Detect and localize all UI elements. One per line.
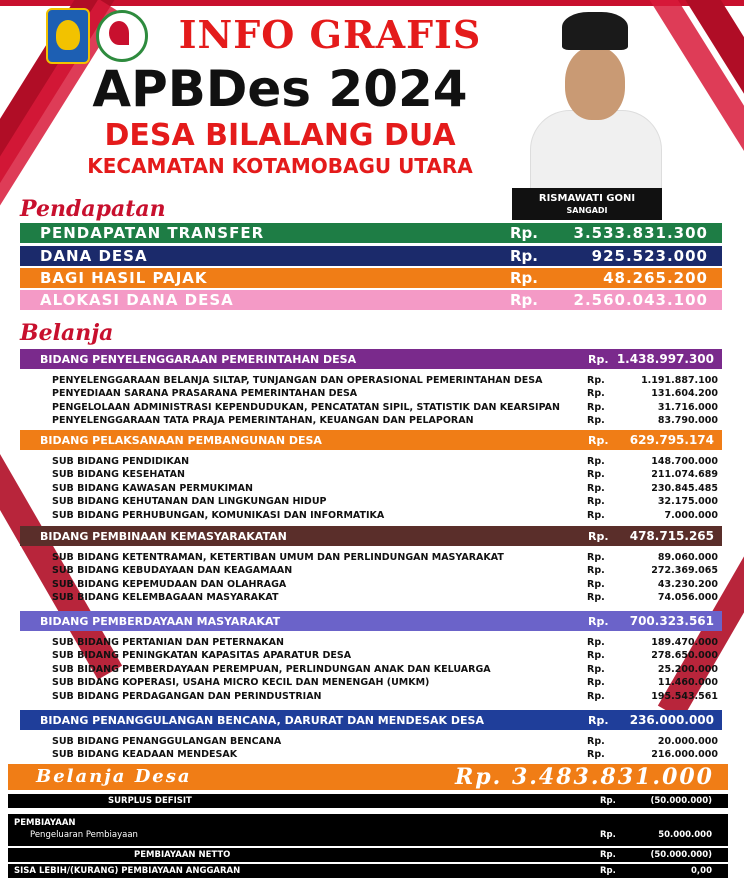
sub-bidang-rp: Rp. [587,749,605,761]
sub-bidang-value: 11.460.000 [657,677,718,689]
sub-bidang-rp: Rp. [587,677,605,689]
bidang-rp: Rp. [588,615,609,628]
sub-bidang-row [52,483,720,497]
bidang-label: BIDANG PENYELENGGARAAN PEMERINTAHAN DESA [40,353,357,366]
pendapatan-row [20,246,722,266]
sub-bidang-rp: Rp. [587,401,605,413]
belanja-title: Belanja [20,320,114,346]
sub-bidang-row [52,388,720,402]
sub-bidang-value: 7.000.000 [664,509,718,521]
netto-label: PEMBIAYAAN NETTO [134,850,231,860]
bidang-value: 1.438.997.300 [616,352,714,366]
sub-bidang-row [52,637,720,651]
sub-bidang-value: 89.060.000 [657,552,718,563]
pendapatan-rp: Rp. [510,269,538,287]
official-name-plate [512,188,662,220]
sub-bidang-value: 211.074.689 [651,469,718,481]
sub-bidang-label: SUB BIDANG PENINGKATAN KAPASITAS APARATUR DESA [52,650,352,662]
sub-bidang-rp: Rp. [587,456,605,467]
village-name: DESA BILALANG DUA [104,118,456,153]
sub-bidang-rp: Rp. [587,482,605,494]
bidang-bar [20,710,722,730]
sub-bidang-label: PENGELOLAAN ADMINISTRASI KEPENDUDUKAN, PENCATATAN SIPIL, STATISTIK DAN KEARSIPAN [52,401,560,413]
sub-bidang-rp: Rp. [587,690,605,702]
bidang-label: BIDANG PELAKSANAAN PEMBANGUNAN DESA [40,434,322,447]
pembiayaan-label: PEMBIAYAAN [14,818,76,828]
official-role: SANGADI [566,206,608,215]
belanja-desa-value: Rp. 3.483.831.000 [454,764,714,790]
bidang-rp: Rp. [588,530,609,543]
sub-bidang-rp: Rp. [587,592,605,604]
pendapatan-value: 3.533.831.300 [573,224,708,242]
bidang-value: 629.795.174 [629,433,714,447]
pendapatan-label: ALOKASI DANA DESA [40,291,234,309]
sub-bidang-label: SUB BIDANG PERHUBUNGAN, KOMUNIKASI DAN INFORMATIKA [52,509,385,521]
pendapatan-rp: Rp. [510,291,538,309]
city-logo-icon [96,10,148,62]
info-grafis-heading: INFO GRAFIS [178,12,482,57]
pendapatan-rp: Rp. [510,247,538,265]
sub-bidang-rp: Rp. [587,496,605,508]
sub-bidang-rp: Rp. [587,469,605,481]
sub-bidang-value: 216.000.000 [651,749,718,761]
surplus-label: SURPLUS DEFISIT [108,796,192,806]
bidang-bar [20,526,722,546]
sub-bidang-value: 43.230.200 [657,578,718,590]
sub-bidang-rp: Rp. [587,663,605,675]
sub-bidang-label: SUB BIDANG KAWASAN PERMUKIMAN [52,482,253,494]
sub-bidang-row [52,510,720,524]
sub-bidang-label: SUB BIDANG KEBUDAYAAN DAN KEAGAMAAN [52,565,293,577]
pendapatan-value: 925.523.000 [591,247,708,265]
sub-bidang-row [52,650,720,664]
pendapatan-row [20,223,722,243]
sub-bidang-value: 148.700.000 [651,456,718,467]
bidang-bar [20,611,722,631]
sub-bidang-rp: Rp. [587,375,605,386]
netto-rp: Rp. [600,850,616,860]
pembiayaan-row [8,814,728,846]
bidang-label: BIDANG PENANGGULANGAN BENCANA, DARURAT DAN MENDESAK DESA [40,714,484,727]
sub-bidang-row [52,496,720,510]
silpa-rp: Rp. [600,866,616,876]
pendapatan-label: PENDAPATAN TRANSFER [40,224,265,242]
sub-bidang-value: 31.716.000 [657,401,718,413]
official-portrait [520,6,670,188]
sub-bidang-value: 25.200.000 [657,663,718,675]
pendapatan-row [20,268,722,288]
silpa-label: SISA LEBIH/(KURANG) PEMBIAYAAN ANGGARAN [14,866,241,876]
sub-bidang-label: SUB BIDANG KETENTRAMAN, KETERTIBAN UMUM DAN PERLINDUNGAN MASYARAKAT [52,552,504,563]
pengeluaran-pembiayaan-label: Pengeluaran Pembiayaan [30,830,138,840]
sub-bidang-label: SUB BIDANG KEADAAN MENDESAK [52,749,238,761]
sub-bidang-label: SUB BIDANG KESEHATAN [52,469,185,481]
sub-bidang-row [52,375,720,389]
bidang-rp: Rp. [588,353,609,366]
sub-bidang-rp: Rp. [587,637,605,648]
sub-bidang-value: 74.056.000 [657,592,718,604]
pembiayaan-netto-row [8,848,728,862]
regency-logo-icon [46,8,90,64]
sub-bidang-row [52,565,720,579]
sub-bidang-row [52,456,720,470]
sub-bidang-row [52,749,720,763]
pendapatan-title: Pendapatan [20,196,166,222]
sub-bidang-label: SUB BIDANG KOPERASI, USAHA MICRO KECIL DAN MENENGAH (UMKM) [52,677,430,689]
sub-bidang-rp: Rp. [587,388,605,400]
sub-bidang-row [52,664,720,678]
bidang-label: BIDANG PEMBERDAYAAN MASYARAKAT [40,615,281,628]
sub-bidang-rp: Rp. [587,565,605,577]
bidang-value: 700.323.561 [629,614,714,628]
sub-bidang-row [52,415,720,429]
sub-bidang-value: 230.845.485 [651,482,718,494]
bidang-value: 478.715.265 [629,529,714,543]
sub-bidang-row [52,736,720,750]
sub-bidang-value: 278.650.000 [651,650,718,662]
pendapatan-value: 48.265.200 [603,269,708,287]
bidang-value: 236.000.000 [629,713,714,727]
pendapatan-rp: Rp. [510,224,538,242]
sub-bidang-rp: Rp. [587,415,605,427]
pendapatan-label: BAGI HASIL PAJAK [40,269,208,287]
pendapatan-label: DANA DESA [40,247,148,265]
bidang-rp: Rp. [588,434,609,447]
sub-bidang-value: 1.191.887.100 [641,375,718,386]
silpa-row [8,864,728,878]
bidang-rp: Rp. [588,714,609,727]
pendapatan-value: 2.560.043.100 [573,291,708,309]
sub-bidang-value: 189.470.000 [651,637,718,648]
pendapatan-row [20,290,722,310]
sub-bidang-row [52,592,720,606]
bidang-bar [20,349,722,369]
silpa-value: 0,00 [691,866,712,876]
sub-bidang-value: 272.369.065 [651,565,718,577]
sub-bidang-rp: Rp. [587,650,605,662]
sub-bidang-label: PENYELENGGARAAN TATA PRAJA PEMERINTAHAN, KEUANGAN DAN PELAPORAN [52,415,474,427]
sub-bidang-label: PENYELENGGARAAN BELANJA SILTAP, TUNJANGAN DAN OPERASIONAL PEMERINTAHAN DESA [52,375,543,386]
pembiayaan-rp: Rp. [600,830,616,840]
sub-bidang-rp: Rp. [587,509,605,521]
sub-bidang-label: SUB BIDANG KELEMBAGAAN MASYARAKAT [52,592,279,604]
sub-bidang-value: 32.175.000 [657,496,718,508]
sub-bidang-row [52,402,720,416]
surplus-rp: Rp. [600,796,616,806]
sub-bidang-label: PENYEDIAAN SARANA PRASARANA PEMERINTAHAN DESA [52,388,358,400]
sub-bidang-row [52,552,720,566]
belanja-desa-total [8,764,728,790]
sub-bidang-row [52,677,720,691]
bidang-label: BIDANG PEMBINAAN KEMASYARAKATAN [40,530,287,543]
sub-bidang-label: SUB BIDANG PERTANIAN DAN PETERNAKAN [52,637,284,648]
sub-bidang-value: 131.604.200 [651,388,718,400]
netto-value: (50.000.000) [650,850,712,860]
district-name: KECAMATAN KOTAMOBAGU UTARA [87,154,473,178]
surplus-value: (50.000.000) [650,796,712,806]
sub-bidang-value: 20.000.000 [657,736,718,747]
sub-bidang-rp: Rp. [587,552,605,563]
bidang-bar [20,430,722,450]
sub-bidang-label: SUB BIDANG PEMBERDAYAAN PEREMPUAN, PERLINDUNGAN ANAK DAN KELUARGA [52,663,491,675]
sub-bidang-value: 83.790.000 [657,415,718,427]
page-title: APBDes 2024 [92,60,468,118]
sub-bidang-label: SUB BIDANG PENANGGULANGAN BENCANA [52,736,282,747]
belanja-desa-label: Belanja Desa [36,766,192,787]
surplus-defisit-row [8,794,728,808]
sub-bidang-label: SUB BIDANG PERDAGANGAN DAN PERINDUSTRIAN [52,690,322,702]
official-name: RISMAWATI GONI [538,193,636,204]
sub-bidang-row [52,691,720,705]
sub-bidang-label: SUB BIDANG PENDIDIKAN [52,456,190,467]
pembiayaan-value: 50.000.000 [658,830,712,840]
sub-bidang-label: SUB BIDANG KEHUTANAN DAN LINGKUNGAN HIDUP [52,496,327,508]
sub-bidang-rp: Rp. [587,578,605,590]
sub-bidang-label: SUB BIDANG KEPEMUDAAN DAN OLAHRAGA [52,578,287,590]
sub-bidang-row [52,469,720,483]
sub-bidang-value: 195.543.561 [651,690,718,702]
sub-bidang-row [52,579,720,593]
sub-bidang-rp: Rp. [587,736,605,747]
